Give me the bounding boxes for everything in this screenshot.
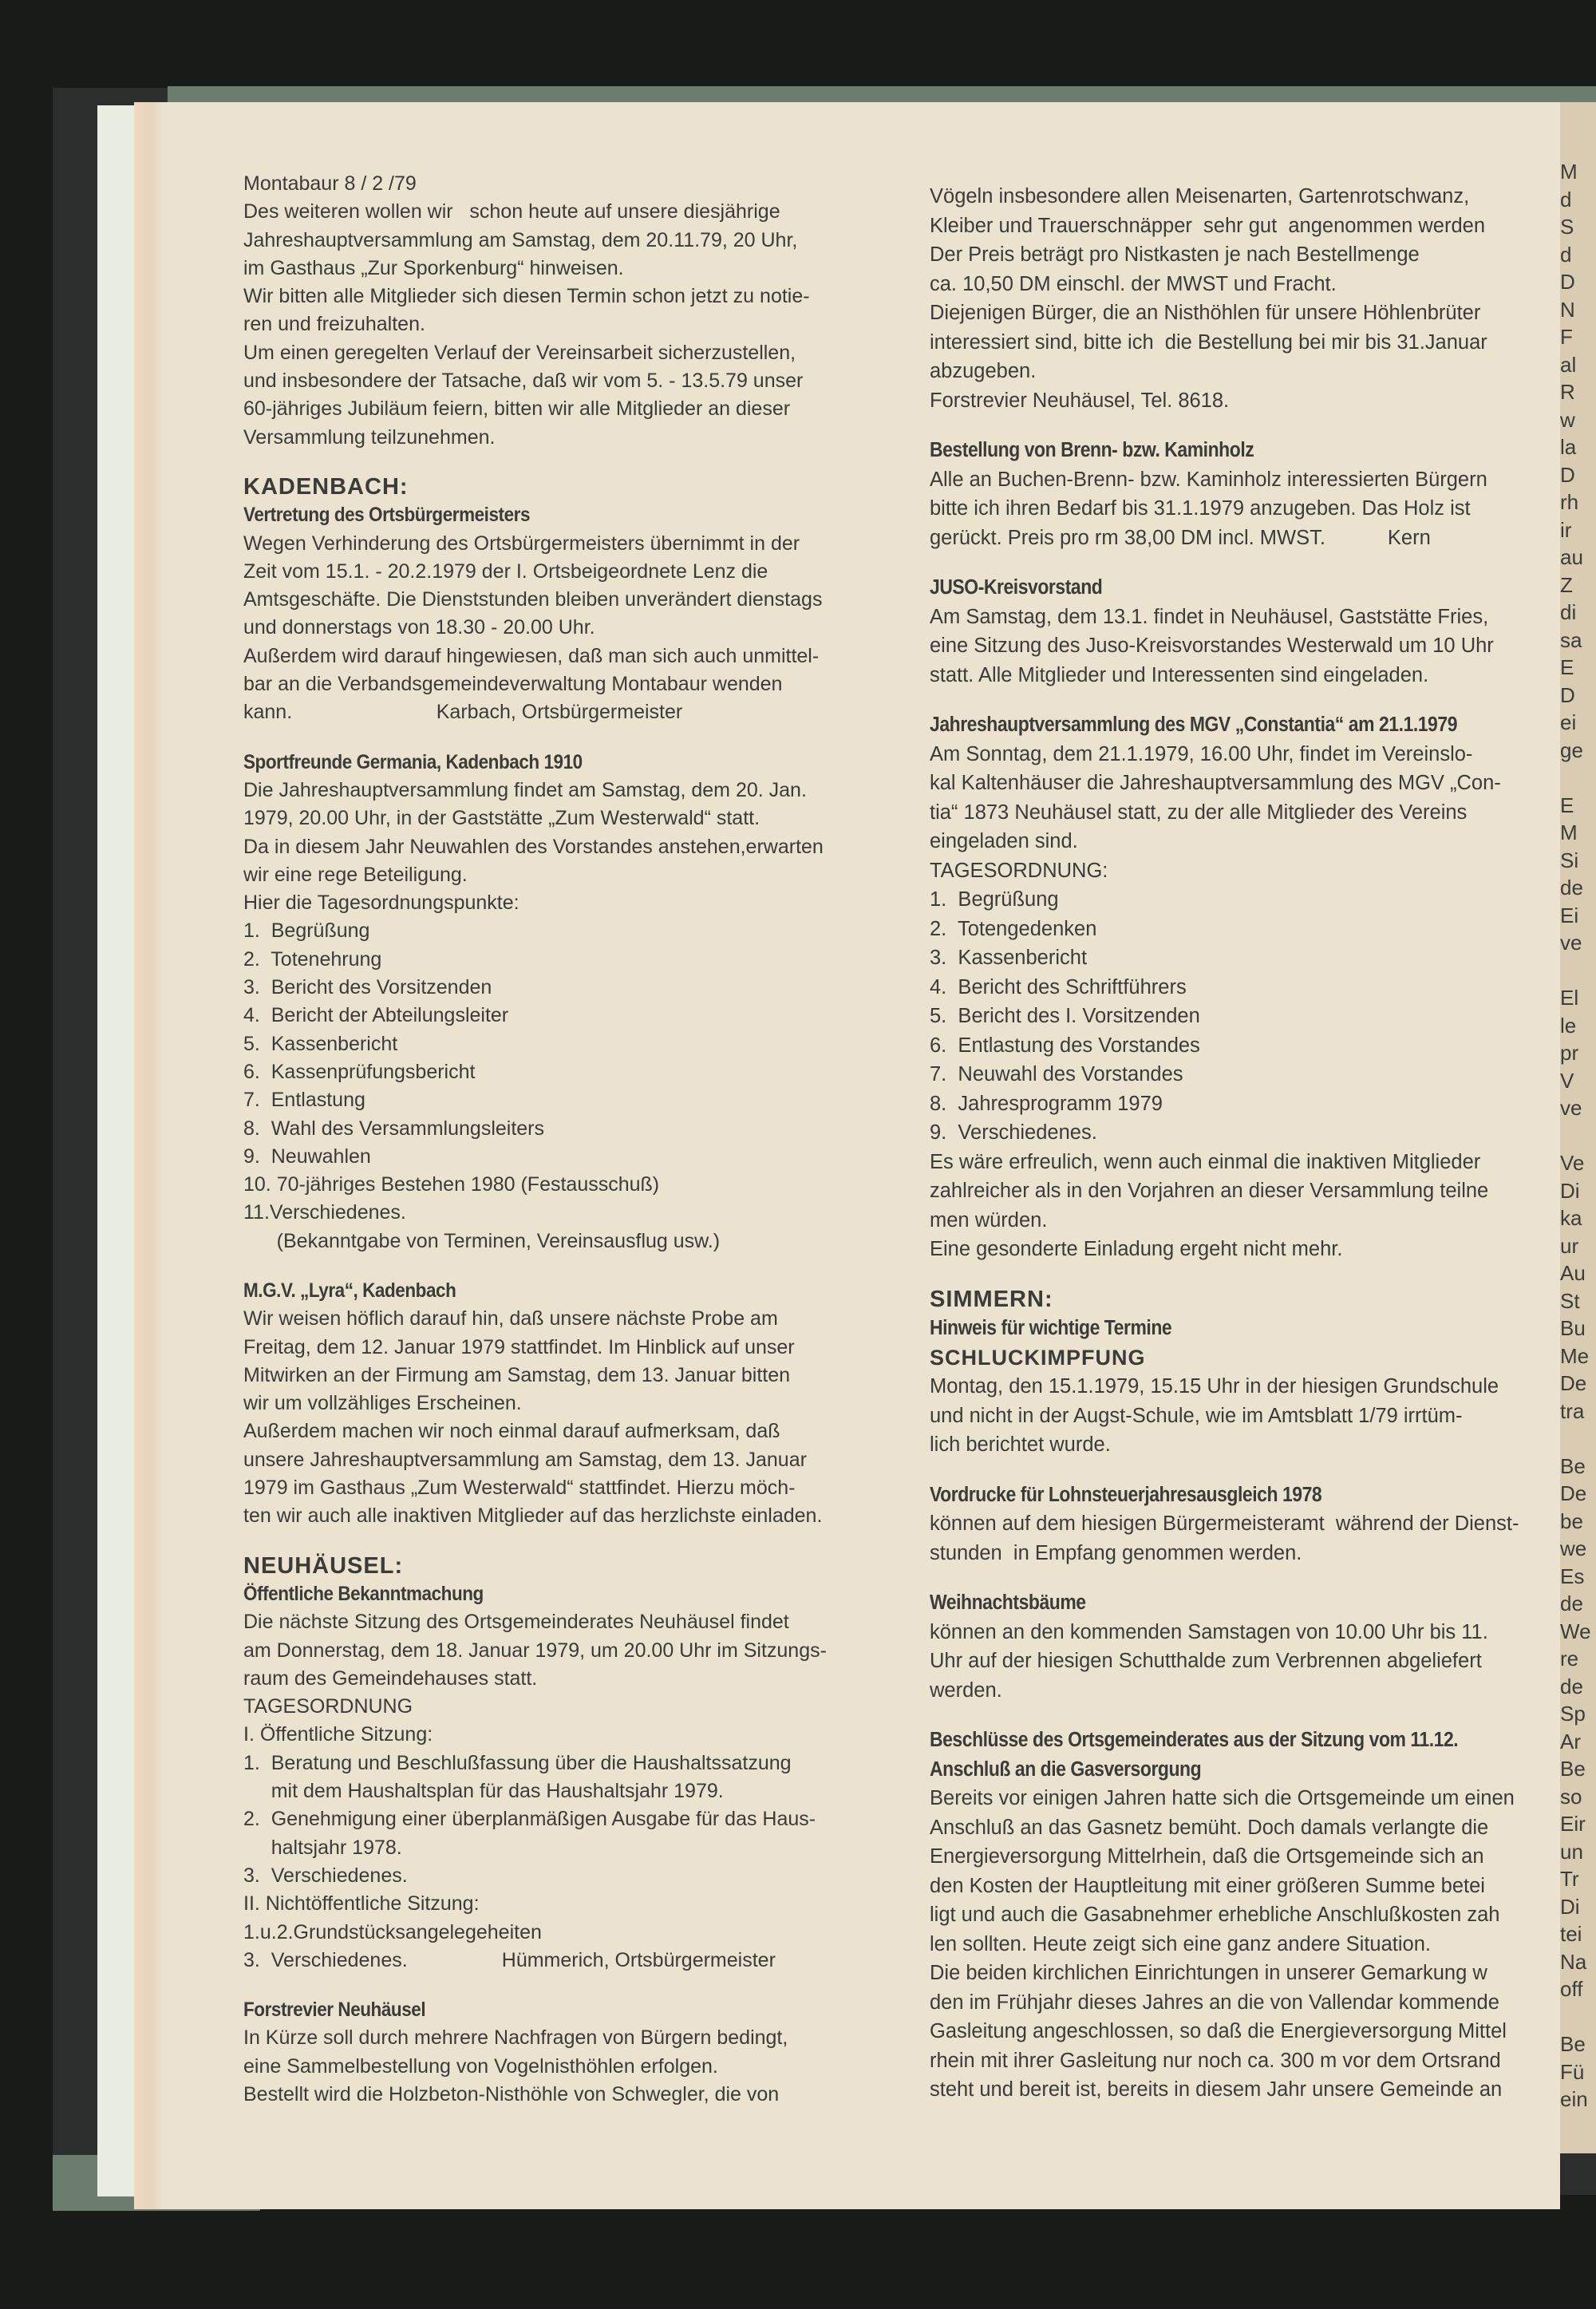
article-text: Montag, den 15.1.1979, 15.15 Uhr in der hiesigen Grundschule und nicht in der Augst-Schule, wie im Amtsblatt 1/79 irrtüm- lich berichtet wurde. [930, 1375, 1499, 1456]
article-heading: Bestellung von Brenn- bzw. Kaminholz [930, 439, 1254, 461]
article-heading: Sportfreunde Germania, Kadenbach 1910 [243, 750, 583, 773]
article-text: Wegen Verhinderung des Ortsbürgermeisters übernimmt in der Zeit vom 15.1. - 20.2.1979 der I. Ortsbeigeordnete Lenz die Amtsgeschäfte. Die Dienststunden bleiben unverändert dienstags und donnerstags von 18.30 - 20.00 Uhr. Außerdem wird darauf hingewiesen, daß man sich auch unmittel- bar an die Verbandsgemeindeverwaltung Montabaur wenden kann. Karbach, Ortsbürgermeister [243, 532, 823, 724]
article-text: Die Jahreshauptversammlung findet am Samstag, dem 20. Jan. 1979, 20.00 Uhr, in der Gaststätte „Zum Westerwald“ statt. Da in diesem Jahr Neuwahlen des Vorstandes anstehen,erwarten wir eine rege Beteiligung. Hier die Tagesordnungspunkte: 1. Begrüßung 2. Totenehrung 3. Bericht des Vorsitzenden 4. Bericht der Abteilungsleiter 5. Kassenbericht 6. Kassenprüfungsbericht 7. Entlastung 8. Wahl des Versammlungsleiters 9. Neuwahlen 10. 70-jähriges Bestehen 1980 (Festausschuß) 11.Verschiedenes. (Bekanntgabe von Terminen, Vereinsausflug usw.) [243, 778, 824, 1252]
article-heading: NEUHÄUSEL: [243, 1552, 404, 1579]
document-page [134, 102, 1560, 2209]
article-text: können auf dem hiesigen Bürgermeisteramt während der Dienst- stunden in Empfang genommen werden. [930, 1512, 1519, 1564]
article-text: In Kürze soll durch mehrere Nachfragen von Bürgern bedingt, eine Sammelbestellung von Vogelnisthöhlen erfolgen. Bestellt wird die Holzbeton-Nisthöhle von Schwegler, die von [243, 2026, 788, 2105]
article-heading: Hinweis für wichtige Termine [930, 1317, 1172, 1339]
right-column [930, 182, 1560, 2105]
article-text: Alle an Buchen-Brenn- bzw. Kaminholz interessierten Bürgern bitte ich ihren Bedarf bis 31.1.1979 anzugeben. Das Holz ist gerückt. Preis pro rm 38,00 DM incl. MWST. Kern [930, 468, 1487, 549]
article-text: können an den kommenden Samstagen von 10.00 Uhr bis 11. Uhr auf der hiesigen Schutthalde zum Verbrennen abgeliefert werden. [930, 1620, 1488, 1702]
next-page-edge [1560, 102, 1596, 2153]
article-heading: M.G.V. „Lyra“, Kadenbach [243, 1279, 456, 1302]
flyleaf [97, 105, 137, 2196]
article-heading: SIMMERN: [930, 1286, 1053, 1312]
article-heading: JUSO-Kreisvorstand [930, 576, 1103, 599]
article-text: Am Sonntag, dem 21.1.1979, 16.00 Uhr, findet im Vereinslo- kal Kaltenhäuser die Jahreshauptversammlung des MGV „Con- tia“ 1873 Neuhäusel statt, zu der alle Mitglieder des Vereins eingeladen sind. TAGESORDNUNG: 1. Begrüßung 2. Totengedenken 3. Kassenbericht 4. Bericht des Schriftführers 5. Bericht des I. Vorsitzenden 6. Entlastung des Vorstandes 7. Neuwahl des Vorstandes 8. Jahresprogramm 1979 9. Verschiedenes. Es wäre erfreulich, wenn auch einmal die inaktiven Mitglieder zahlreicher als in den Vorjahren an dieser Versammlung teilne men würden. Eine gesonderte Einladung ergeht nicht mehr. [930, 742, 1501, 1260]
article-text: Wir weisen höflich darauf hin, daß unsere nächste Probe am Freitag, dem 12. Januar 1979 stattfindet. Im Hinblick auf unser Mitwirken an der Firmung am Samstag, dem 13. Januar bitten wir um vollzähliges Erscheinen. Außerdem machen wir noch einmal darauf aufmerksam, daß unsere Jahreshauptversammlung am Samstag, dem 13. Januar 1979 im Gasthaus „Zum Westerwald“ stattfindet. Hierzu möch- ten wir auch alle inaktiven Mitglieder auf das herzlichste einladen. [243, 1307, 823, 1528]
article-heading: Anschluß an die Gasversorgung [930, 1757, 1202, 1781]
article-heading: Jahreshauptversammlung des MGV „Constantia“ am 21.1.1979 [930, 714, 1458, 736]
article-text: Die nächste Sitzung des Ortsgemeinderates Neuhäusel findet am Donnerstag, dem 18. Januar 1979, um 20.00 Uhr im Sitzungs- raum des Gemeindehauses statt. TAGESORDNUNG I. Öffentliche Sitzung: 1. Beratung und Beschlußfassung über die Haushaltssatzung mit dem Haushaltsplan für das Haushaltsjahr 1979. 2. Genehmigung einer überplanmäßigen Ausgabe für das Haus- haltsjahr 1978. 3. Verschiedenes. II. Nichtöffentliche Sitzung: 1.u.2.Grundstücksangelegeheiten 3. Verschiedenes. Hümmerich, Ortsbürgermeister [243, 1611, 827, 1971]
article-heading: KADENBACH: [243, 473, 409, 500]
article-heading: Beschlüsse des Ortsgemeinderates aus der Sitzung vom 11.12. [930, 1729, 1459, 1751]
page-stack-edge [134, 102, 163, 2209]
article-heading: Vordrucke für Lohnsteuerjahresausgleich 1978 [930, 1483, 1322, 1506]
article-heading: Forstrevier Neuhäusel [243, 1999, 426, 2022]
article-text: Bereits vor einigen Jahren hatte sich die Ortsgemeinde um einen Anschluß an das Gasnetz bemüht. Doch damals verlangte die Energieversorgung Mittelrhein, daß die Ortsgemeinde sich an den Kosten der Hauptleitung mit einer größeren Summe betei ligt und auch die Gasabnehmer erhebliche Anschlußkosten zah len sollten. Heute zeigt sich eine ganz andere Situation. Die beiden kirchlichen Einrichtungen in unserer Gemarkung w den im Frühjahr dieses Jahres an die von Vallendar kommende Gasleitung angeschlossen, so daß die Energieversorgung Mittel rhein mit ihrer Gasleitung nur noch ca. 300 m vor dem Ortsrand steht und bereit ist, bereits in diesem Jahr unsere Gemeinde an [930, 1787, 1515, 2101]
article-heading: SCHLUCKIMPFUNG [930, 1345, 1146, 1370]
article-heading: Öffentliche Bekanntmachung [243, 1582, 484, 1605]
article-heading: Weihnachtsbäume [930, 1591, 1086, 1614]
article-heading: Vertretung des Ortsbürgermeisters [243, 504, 531, 527]
article-text: Montabaur 8 / 2 /79 Des weiteren wollen wir schon heute auf unsere diesjährige Jahreshauptversammlung am Samstag, dem 20.11.79, 20 Uhr, im Gasthaus „Zur Sporkenburg“ hinweisen. Wir bitten alle Mitglieder sich diesen Termin schon jetzt zu notie- ren und freizuhalten. Um einen geregelten Verlauf der Vereinsarbeit sicherzustellen, und insbesondere der Tatsache, daß wir vom 5. - 13.5.79 unser 60-jähriges Jubiläum feiern, bitten wir alle Mitglieder an dieser Versammlung teilzunehmen. [243, 172, 810, 449]
left-column [243, 170, 962, 2109]
article-text: Am Samstag, dem 13.1. findet in Neuhäusel, Gaststätte Fries, eine Sitzung des Juso-Kreisvorstandes Westerwald um 10 Uhr statt. Alle Mitglieder und Interessenten sind eingeladen. [930, 605, 1494, 686]
article-text: Vögeln insbesondere allen Meisenarten, Gartenrotschwanz, Kleiber und Trauerschnäpper sehr gut angenommen werden Der Preis beträgt pro Nistkasten je nach Bestellmenge ca. 10,50 DM einschl. der MWST und Fracht. Diejenigen Bürger, die an Nisthöhlen für unsere Höhlenbrüter interessiert sind, bitte ich die Bestellung bei mir bis 31.Januar abzugeben. Forstrevier Neuhäusel, Tel. 8618. [930, 185, 1487, 412]
next-page-fragments: M d S d D N F al R w la D rh ir au Z di sa E D ei ge E M Si de Ei ve El le pr V ve Ve Di ka ur Au St Bu Me De tra Be De be we Es de We re de Sp Ar Be so Eir un Tr Di tei Na off Be Fü ein [1560, 160, 1591, 2111]
